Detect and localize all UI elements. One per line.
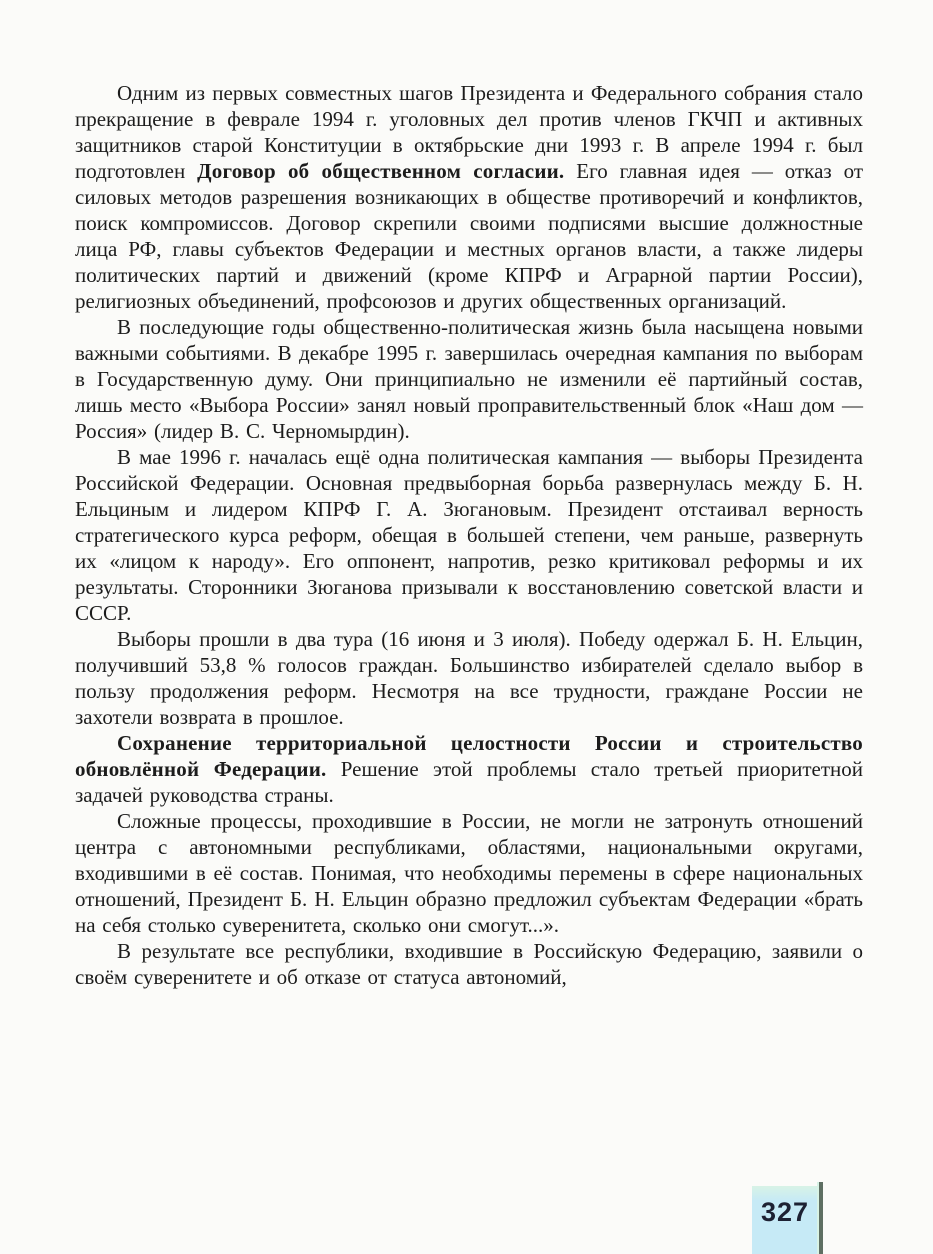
badge-stripe-decoration <box>817 1182 823 1254</box>
page-number: 327 <box>760 1197 810 1227</box>
paragraph-4: Выборы прошли в два тура (16 июня и 3 июля). Победу одержал Б. Н. Ельцин, получивший 53,8 % голосов граждан. Большинство избирателей сделало выбор в пользу продолжения реформ. Несмотря на все трудности, граждане России не захотели возврата в прошлое. <box>75 627 863 729</box>
paragraph-7: В результате все республики, входившие в Российскую Федерацию, заявили о своём суверенитете и об отказе от статуса автономий, <box>75 939 863 989</box>
paragraph-1: Одним из первых совместных шагов Президента и Федерального собрания стало прекращение в феврале 1994 г. уголовных дел против членов ГКЧП и активных защитников старой Конституции в октябрьские дни 1993 г. В апреле 1994 г. был подготовлен Договор об общественном согласии. Его главная идея — отказ от силовых методов разрешения возникающих в обществе противоречий и конфликтов, поиск компромиссов. Договор скрепили своими подписями высшие должностные лица РФ, главы субъектов Федерации и местных органов власти, а также лидеры политических партий и движений (кроме КПРФ и Аграрной партии России), религиозных объединений, профсоюзов и других общественных организаций. <box>75 81 864 313</box>
text-block <box>75 80 863 990</box>
paragraph-2: В последующие годы общественно-политическая жизнь была насыщена новыми важными событиями. В декабре 1995 г. завершилась очередная кампания по выборам в Государственную думу. Они принципиально не изменили её партийный состав, лишь место «Выбора России» занял новый проправительственный блок «Наш дом — Россия» (лидер В. С. Черномырдин). <box>75 315 863 443</box>
paragraph-3: В мае 1996 г. началась ещё одна политическая кампания — выборы Президента Российской Федерации. Основная предвыборная борьба развернулась между Б. Н. Ельциным и лидером КПРФ Г. А. Зюгановым. Президент отстаивал верность стратегического курса реформ, обещая в большей степени, чем раньше, развернуть их «лицом к народу». Его оппонент, напротив, резко критиковал реформы и их результаты. Сторонники Зюганова призывали к восстановлению советской власти и СССР. <box>75 445 863 625</box>
page-number-badge <box>752 1186 818 1254</box>
paragraph-6: Сложные процессы, проходившие в России, не могли не затронуть отношений центра с автономными республиками, областями, национальными округами, входившими в её состав. Понимая, что необходимы перемены в сфере национальных отношений, Президент Б. Н. Ельцин образно предложил субъектам Федерации «брать на себя столько суверенитета, сколько они смогут...». <box>75 809 863 937</box>
paragraph-5: Сохранение территориальной целостности России и строительство обновлённой Федерации. Решение этой проблемы стало третьей приоритетной задачей руководства страны. <box>75 731 863 807</box>
